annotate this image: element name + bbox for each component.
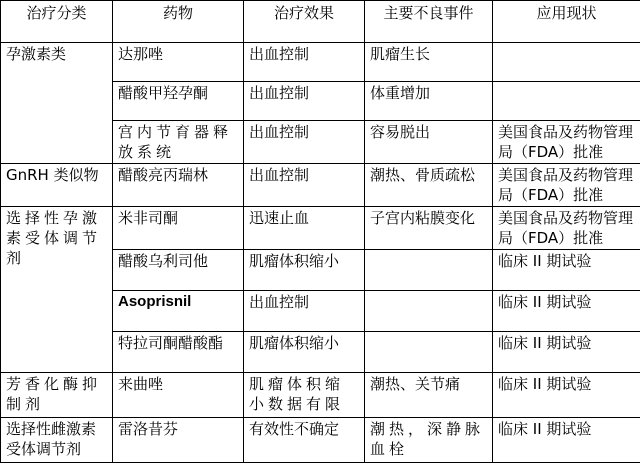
drug-cell: 特拉司酮醋酸酯: [113, 332, 244, 373]
adverse-cell: 容易脱出: [365, 121, 493, 164]
effect-cell: 有效性不确定: [244, 418, 365, 463]
status-cell: 临床 II 期试验: [493, 373, 640, 418]
table-row: [1, 418, 640, 463]
effect-cell: 出血控制: [244, 164, 365, 207]
table-row: [1, 164, 640, 207]
header-category: 治疗分类: [1, 1, 113, 43]
status-cell: 美国食品及药物管理局（FDA）批准: [493, 207, 640, 250]
header-drug: 药物: [113, 1, 244, 43]
effect-cell: 肌瘤体积缩小: [244, 332, 365, 373]
effect-cell: 出血控制: [244, 43, 365, 82]
adverse-cell: 体重增加: [365, 82, 493, 121]
category-cell-gnrh: GnRH 类似物: [1, 164, 113, 207]
drug-cell: Asoprisnil: [113, 291, 244, 332]
header-effect: 治疗效果: [244, 1, 365, 43]
effect-cell: 出血控制: [244, 121, 365, 164]
table-row: [1, 373, 640, 418]
drug-cell: 达那唑: [113, 43, 244, 82]
table-row: [1, 207, 640, 250]
adverse-cell: [365, 332, 493, 373]
table-header-row: [1, 1, 640, 43]
drug-cell: 醋酸甲羟孕酮: [113, 82, 244, 121]
category-cell-progestin: 孕激素类: [1, 43, 113, 164]
drug-cell: 醋酸亮丙瑞林: [113, 164, 244, 207]
status-cell: [493, 82, 640, 121]
status-cell: 临床 II 期试验: [493, 418, 640, 463]
adverse-cell: 潮热、骨质疏松: [365, 164, 493, 207]
category-cell-aromatase: 芳香化酶抑制剂: [1, 373, 113, 418]
adverse-cell: [365, 250, 493, 291]
effect-cell: 肌瘤体积缩小数据有限: [244, 373, 365, 418]
status-cell: 临床 II 期试验: [493, 250, 640, 291]
adverse-cell: 子宫内粘膜变化: [365, 207, 493, 250]
drug-cell: 来曲唑: [113, 373, 244, 418]
effect-cell: 迅速止血: [244, 207, 365, 250]
status-cell: 临床 II 期试验: [493, 332, 640, 373]
category-cell-sprm: 选择性孕激素受体调节剂: [1, 207, 113, 373]
effect-cell: 肌瘤体积缩小: [244, 250, 365, 291]
adverse-cell: 潮热，深静脉血栓: [365, 418, 493, 463]
adverse-cell: 肌瘤生长: [365, 43, 493, 82]
status-cell: 临床 II 期试验: [493, 291, 640, 332]
drug-cell: 醋酸乌利司他: [113, 250, 244, 291]
header-adverse-events: 主要不良事件: [365, 1, 493, 43]
drug-cell: 米非司酮: [113, 207, 244, 250]
adverse-cell: [365, 291, 493, 332]
category-cell-serm: 选择性雌激素受体调节剂: [1, 418, 113, 463]
status-cell: 美国食品及药物管理局（FDA）批准: [493, 121, 640, 164]
adverse-cell: 潮热、关节痛: [365, 373, 493, 418]
drug-cell: 雷洛昔芬: [113, 418, 244, 463]
effect-cell: 出血控制: [244, 291, 365, 332]
status-cell: [493, 43, 640, 82]
header-status: 应用现状: [493, 1, 640, 43]
status-cell: 美国食品及药物管理局（FDA）批准: [493, 164, 640, 207]
drug-cell: 宫内节育器释放系统: [113, 121, 244, 164]
effect-cell: 出血控制: [244, 82, 365, 121]
table-row: [1, 43, 640, 82]
